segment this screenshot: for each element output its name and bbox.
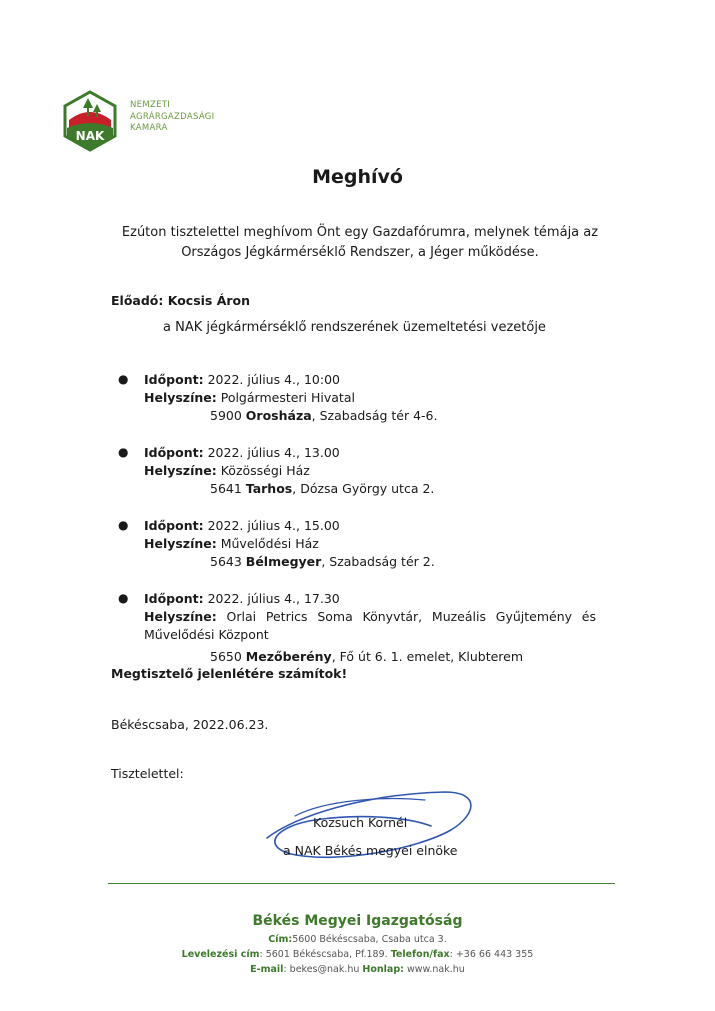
- event-venue: Orlai Petrics Soma Könyvtár, Muzeális Gyűjtemény és Művelődési Központ: [144, 609, 596, 642]
- time-label: Időpont:: [144, 372, 204, 387]
- event-item: [118, 590, 618, 666]
- footer-divider: [108, 883, 615, 884]
- signer-role: a NAK Békés megyei elnöke: [283, 843, 458, 858]
- footer-address: [0, 934, 715, 945]
- closing-line: Megtisztelő jelenlétére számítok!: [111, 666, 348, 681]
- footer-title: Békés Megyei Igazgatóság: [252, 913, 463, 929]
- event-item: [118, 517, 618, 571]
- event-city: Tarhos: [245, 481, 293, 496]
- event-street: , Szabadság tér 4-6.: [311, 408, 438, 423]
- intro-line: Ezúton tisztelettel meghívom Önt egy Gazdafórumra, melynek témája az: [121, 225, 599, 240]
- phone-value: : +36 66 443 355: [449, 949, 534, 960]
- nak-logo: [63, 90, 117, 152]
- bullet-icon: ●: [118, 372, 129, 386]
- org-name: [130, 100, 214, 135]
- event-venue: Polgármesteri Hivatal: [216, 390, 355, 405]
- event-time: 2022. július 4., 17.30: [203, 591, 340, 606]
- phone-label: Telefon/fax: [390, 949, 450, 960]
- event-time: 2022. július 4., 15.00: [203, 518, 340, 533]
- postal-label: Levelezési cím: [181, 949, 260, 960]
- intro-paragraph: [120, 223, 600, 263]
- event-street: , Dózsa György utca 2.: [292, 481, 435, 496]
- logo-text: NAK: [75, 129, 105, 143]
- event-time: 2022. július 4., 13.00: [203, 445, 340, 460]
- venue-label: Helyszíne:: [144, 463, 217, 478]
- event-city: Orosháza: [245, 408, 312, 423]
- event-zip: 5641: [210, 481, 246, 496]
- event-street: , Szabadság tér 2.: [321, 554, 435, 569]
- time-label: Időpont:: [144, 445, 204, 460]
- time-label: Időpont:: [144, 591, 204, 606]
- bullet-icon: ●: [118, 445, 129, 459]
- postal-value: : 5601 Békéscsaba, Pf.189.: [259, 949, 391, 960]
- intro-line: Országos Jégkármérséklő Rendszer, a Jéger működése.: [181, 245, 539, 260]
- event-zip: 5900: [210, 408, 246, 423]
- bullet-icon: ●: [118, 518, 129, 532]
- footer-contact: [0, 964, 715, 975]
- event-city: Bélmegyer: [245, 554, 322, 569]
- speaker-label: Előadó: Kocsis Áron: [111, 293, 251, 308]
- venue-label: Helyszíne:: [144, 536, 217, 551]
- event-venue: Közösségi Ház: [216, 463, 310, 478]
- bullet-icon: ●: [118, 591, 129, 605]
- org-name-line: NEMZETI: [130, 100, 171, 110]
- event-item: [118, 371, 618, 425]
- speaker-role: a NAK jégkármérséklő rendszerének üzemeltetési vezetője: [163, 320, 546, 335]
- org-name-line: AGRÁRGAZDASÁGI: [130, 111, 215, 122]
- event-item: [118, 444, 618, 498]
- document-title: Meghívó: [312, 166, 403, 188]
- address-value: 5600 Békéscsaba, Csaba utca 3.: [292, 934, 447, 945]
- time-label: Időpont:: [144, 518, 204, 533]
- org-name-line: KAMARA: [130, 123, 168, 133]
- event-time: 2022. július 4., 10:00: [203, 372, 340, 387]
- event-city: Mezőberény: [245, 649, 332, 664]
- email-link[interactable]: : bekes@nak.hu: [283, 964, 363, 975]
- event-venue: Művelődési Ház: [216, 536, 319, 551]
- event-zip: 5650: [210, 649, 246, 664]
- web-link[interactable]: www.nak.hu: [403, 964, 465, 975]
- signer-name: Kozsuch Kornél: [313, 815, 408, 830]
- venue-label: Helyszíne:: [144, 390, 217, 405]
- footer-postal-phone: [0, 949, 715, 960]
- venue-label: Helyszíne:: [144, 609, 217, 624]
- web-label: Honlap:: [362, 964, 404, 975]
- email-label: E-mail: [250, 964, 284, 975]
- event-zip: 5643: [210, 554, 246, 569]
- place-date: Békéscsaba, 2022.06.23.: [111, 717, 269, 732]
- event-street: , Fő út 6. 1. emelet, Klubterem: [331, 649, 524, 664]
- regards: Tisztelettel:: [111, 766, 184, 781]
- event-list: [118, 371, 618, 685]
- address-label: Cím:: [268, 934, 293, 945]
